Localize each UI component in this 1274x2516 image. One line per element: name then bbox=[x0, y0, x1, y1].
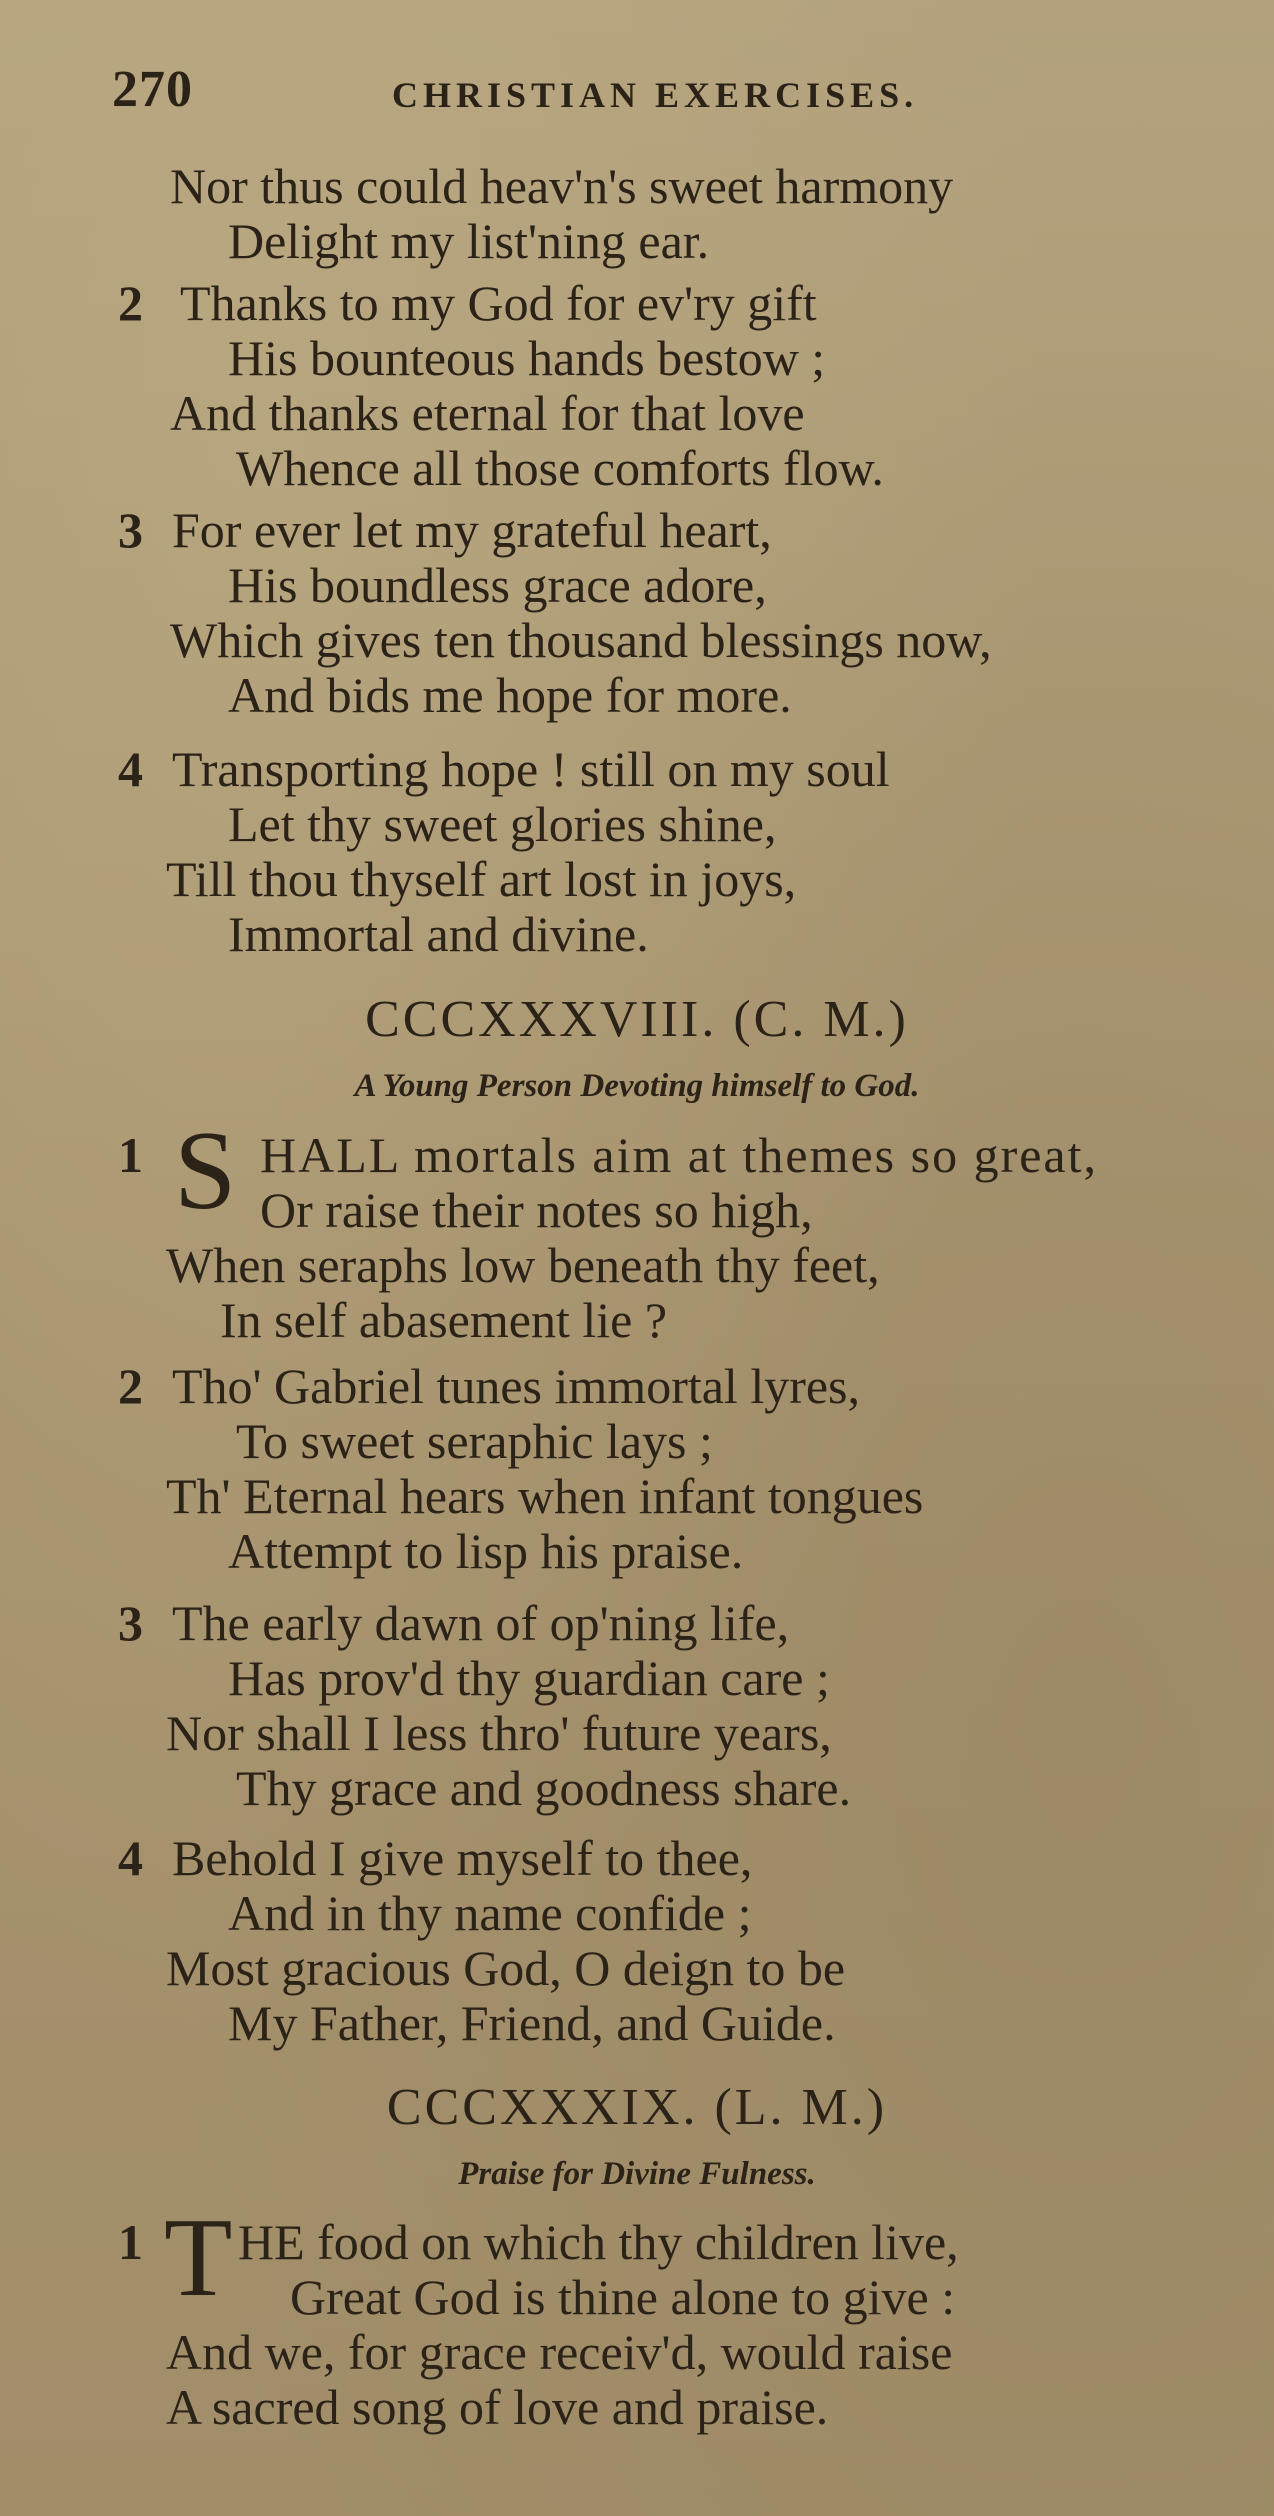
verse-line: A sacred song of love and praise. bbox=[166, 2379, 829, 2435]
hymn-subtitle: Praise for Divine Fulness. bbox=[458, 2156, 816, 2192]
verse-line: And we, for grace receiv'd, would raise bbox=[166, 2324, 953, 2380]
verse-line: The early dawn of op'ning life, bbox=[172, 1595, 790, 1651]
stanza-number: 1 bbox=[118, 2214, 143, 2270]
verse-line: When seraphs low beneath thy feet, bbox=[166, 1237, 880, 1293]
verse-line: Attempt to lisp his praise. bbox=[228, 1523, 744, 1579]
verse-line: For ever let my grateful heart, bbox=[172, 502, 772, 558]
hymn-title: CCCXXXIX. (L. M.) bbox=[386, 2079, 888, 2136]
page-header bbox=[112, 60, 1122, 130]
verse-line: And thanks eternal for that love bbox=[170, 385, 805, 441]
stanza-number: 4 bbox=[118, 741, 143, 797]
verse-line: Till thou thyself art lost in joys, bbox=[166, 851, 797, 907]
verse-line: Most gracious God, O deign to be bbox=[166, 1940, 846, 1996]
verse-line: And in thy name confide ; bbox=[228, 1885, 752, 1941]
stanza-number: 3 bbox=[118, 1595, 143, 1651]
verse-line: Behold I give myself to thee, bbox=[172, 1830, 753, 1886]
verse-line: Which gives ten thousand blessings now, bbox=[170, 612, 992, 668]
verse-line: To sweet seraphic lays ; bbox=[236, 1413, 713, 1469]
verse-line: My Father, Friend, and Guide. bbox=[228, 1995, 836, 2051]
verse-line: Or raise their notes so high, bbox=[260, 1182, 813, 1238]
verse-line: Th' Eternal hears when infant tongues bbox=[166, 1468, 924, 1524]
running-head: CHRISTIAN EXERCISES. bbox=[392, 75, 919, 115]
verse-line: His boundless grace adore, bbox=[228, 557, 767, 613]
verse-line: Delight my list'ning ear. bbox=[228, 213, 710, 269]
verse-line: Thy grace and goodness share. bbox=[236, 1760, 852, 1816]
stanza-number: 2 bbox=[118, 275, 143, 331]
verse-line: Thanks to my God for ev'ry gift bbox=[180, 275, 817, 331]
drop-cap: S bbox=[174, 1109, 237, 1233]
hymn-subtitle: A Young Person Devoting himself to God. bbox=[354, 1068, 920, 1104]
verse-line: His bounteous hands bestow ; bbox=[228, 330, 826, 386]
verse-line: Transporting hope ! still on my soul bbox=[172, 741, 890, 797]
verse-line: HALL mortals aim at themes so great, bbox=[260, 1127, 1098, 1183]
stanza-number: 2 bbox=[118, 1358, 143, 1414]
verse-line: Whence all those comforts flow. bbox=[236, 440, 884, 496]
stanza-number: 4 bbox=[118, 1830, 143, 1886]
verse-line: Let thy sweet glories shine, bbox=[228, 796, 777, 852]
verse-line: Nor thus could heav'n's sweet harmony bbox=[170, 158, 954, 214]
verse-line: Great God is thine alone to give : bbox=[290, 2269, 956, 2325]
drop-cap: T bbox=[164, 2196, 233, 2320]
verse-line: Immortal and divine. bbox=[228, 906, 649, 962]
stanza-number: 3 bbox=[118, 502, 143, 558]
page-number: 270 bbox=[112, 61, 193, 118]
verse-line: Has prov'd thy guardian care ; bbox=[228, 1650, 830, 1706]
verse-line: HE food on which thy children live, bbox=[238, 2214, 959, 2270]
verse-line: Tho' Gabriel tunes immortal lyres, bbox=[172, 1358, 861, 1414]
verse-line: In self abasement lie ? bbox=[220, 1292, 668, 1348]
verse-line: Nor shall I less thro' future years, bbox=[166, 1705, 832, 1761]
verse-line: And bids me hope for more. bbox=[228, 667, 792, 723]
stanza-number: 1 bbox=[118, 1127, 143, 1183]
hymn-title: CCCXXXVIII. (C. M.) bbox=[365, 991, 909, 1048]
